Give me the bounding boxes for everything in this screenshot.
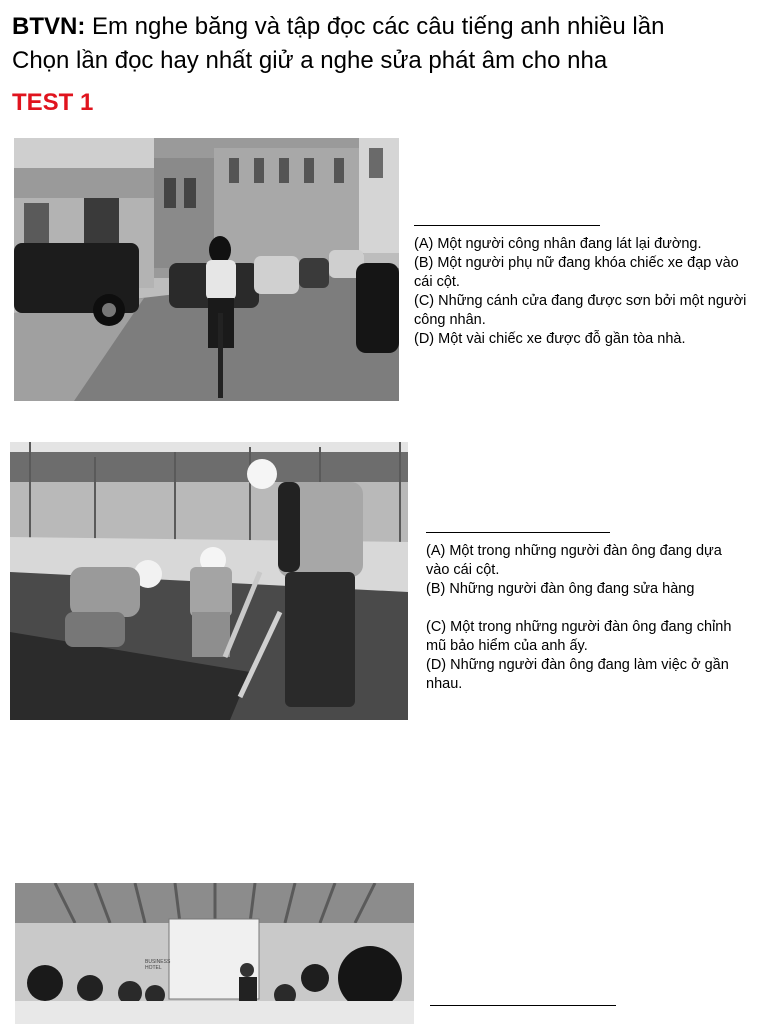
option-d: (D) Một vài chiếc xe được đỗ gần tòa nhà. (414, 331, 686, 347)
instruction-line-2: Chọn lần đọc hay nhất giử a nghe sửa phát âm cho nha (12, 47, 608, 74)
question-1-options (414, 225, 754, 349)
question-3-options (430, 1005, 750, 1015)
question-3-photo (15, 883, 414, 1024)
answer-blank-line (430, 1005, 616, 1006)
question-2-photo (10, 442, 408, 720)
instruction-label: BTVN: (12, 13, 86, 40)
answer-blank-line (414, 225, 600, 226)
test-title: TEST 1 (12, 89, 94, 116)
question-1-photo (14, 138, 399, 401)
option-a: (A) Một người công nhân đang lát lại đường. (414, 236, 702, 252)
answer-blank-line (426, 532, 610, 533)
instruction-text: Em nghe băng và tập đọc các câu tiếng anh nhiều lần (85, 13, 665, 40)
option-c: (C) Những cánh cửa đang được sơn bởi một người công nhân. (414, 293, 747, 328)
question-2-options (426, 532, 746, 694)
option-b: (B) Những người đàn ông đang sửa hàng (426, 581, 695, 597)
option-a: (A) Một trong những người đàn ông đang dựa vào cái cột. (426, 543, 722, 578)
option-d: (D) Những người đàn ông đang làm việc ở gần nhau. (426, 657, 729, 692)
option-b: (B) Một người phụ nữ đang khóa chiếc xe đạp vào cái cột. (414, 255, 739, 290)
hotel-sign: BUSINESS HOTEL (145, 959, 171, 971)
option-c: (C) Một trong những người đàn ông đang chỉnh mũ bảo hiểm của anh ấy. (426, 619, 732, 654)
page-header (12, 10, 762, 120)
instruction-line-1 (12, 10, 762, 44)
